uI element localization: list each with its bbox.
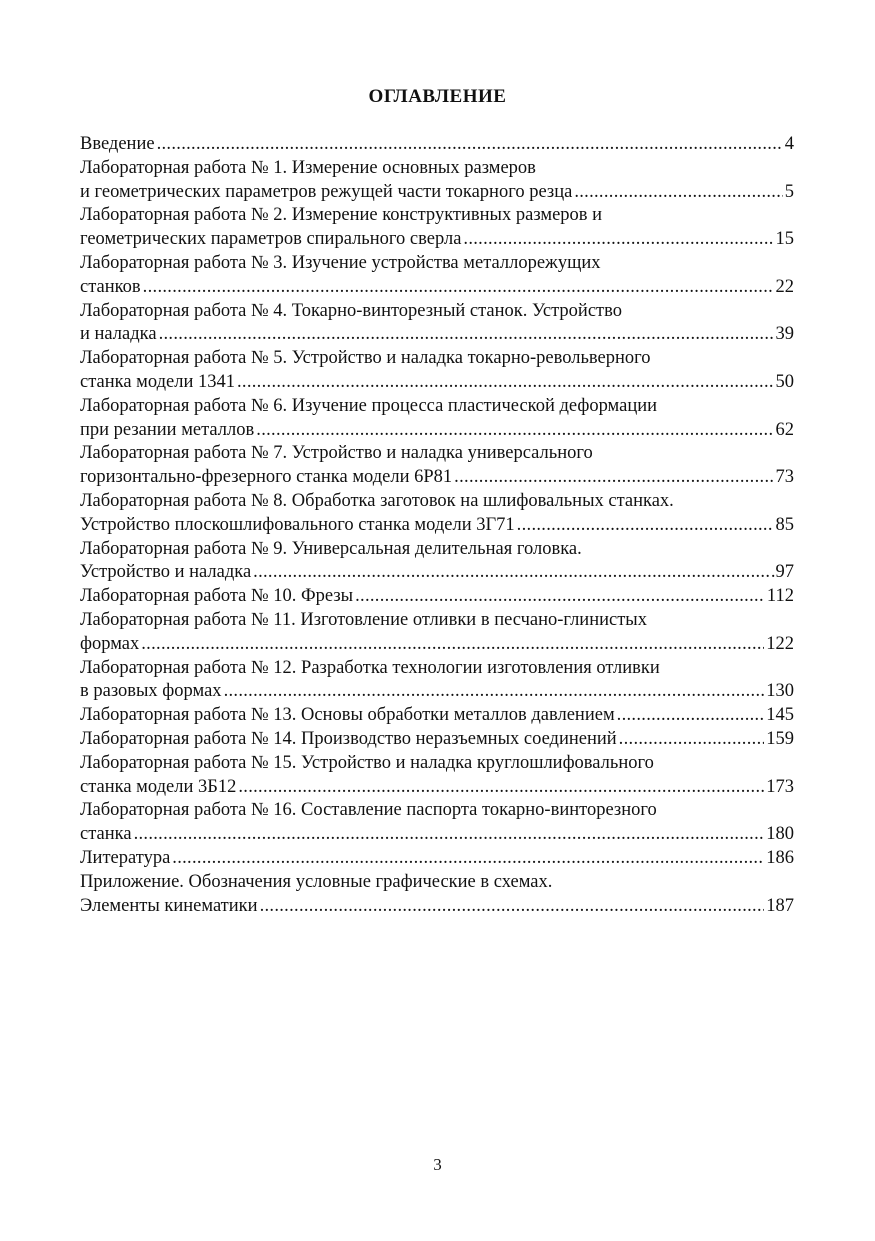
toc-entry-line: Лабораторная работа № 3. Изучение устройства металлорежущих <box>80 252 601 273</box>
toc-entry-text: Устройство и наладка <box>80 562 252 583</box>
toc-entry[interactable] <box>80 609 794 657</box>
toc-entry[interactable] <box>80 752 794 800</box>
dot-leader <box>238 776 764 800</box>
toc-entry-last-line <box>80 133 794 157</box>
toc-entry-text: станка модели 3Б12 <box>80 776 237 797</box>
toc-entry[interactable] <box>80 538 794 586</box>
toc-entry[interactable] <box>80 300 794 348</box>
dot-leader <box>619 728 765 752</box>
toc-page-number: 39 <box>775 324 794 345</box>
toc-entry-text: и наладка <box>80 324 157 345</box>
toc-entry-text: геометрических параметров спирального сверла <box>80 229 462 250</box>
toc-entry-text: горизонтально-фрезерного станка модели 6Р81 <box>80 467 453 488</box>
toc-entry-text: Лабораторная работа № 10. Фрезы <box>80 586 354 607</box>
toc-entry-line: Лабораторная работа № 4. Токарно-винторезный станок. Устройство <box>80 300 622 321</box>
toc-entry-text: в разовых формах <box>80 681 222 702</box>
dot-leader <box>463 228 773 252</box>
toc-entry-line: Лабораторная работа № 5. Устройство и наладка токарно-револьверного <box>80 348 651 369</box>
toc-entry-line: Лабораторная работа № 15. Устройство и наладка круглошлифовального <box>80 752 654 773</box>
dot-leader <box>574 181 782 205</box>
toc-page-number: 122 <box>766 633 794 654</box>
toc-entry-text: Лабораторная работа № 13. Основы обработки металлов давлением <box>80 705 615 726</box>
toc-entry-last-line <box>80 728 794 752</box>
toc-entry-last-line <box>80 466 794 490</box>
toc-page-number: 62 <box>775 419 794 440</box>
toc-entry[interactable] <box>80 133 794 157</box>
toc-entry-last-line <box>80 847 794 871</box>
toc-page-number: 130 <box>766 681 794 702</box>
toc-page-number: 186 <box>766 847 794 868</box>
toc-page-number: 4 <box>784 134 794 154</box>
toc-entry-line: Лабораторная работа № 2. Измерение конструктивных размеров и <box>80 205 603 226</box>
toc-entry-last-line <box>80 680 794 704</box>
toc-entry-text: станка <box>80 824 132 845</box>
toc-entry-line: Лабораторная работа № 8. Обработка заготовок на шлифовальных станках. <box>80 490 674 511</box>
toc-entry[interactable] <box>80 704 794 728</box>
toc-entry[interactable] <box>80 490 794 538</box>
toc-entry[interactable] <box>80 871 794 919</box>
toc-page-number: 85 <box>775 514 794 535</box>
toc-page-number: 22 <box>775 276 794 297</box>
dot-leader <box>260 895 765 919</box>
toc-page-number: 145 <box>766 705 794 726</box>
dot-leader <box>253 561 769 585</box>
toc-entry-last-line <box>80 823 794 847</box>
toc-page-number: 5 <box>784 181 794 202</box>
toc-page-number: 50 <box>775 371 794 392</box>
toc-page-number: 112 <box>766 586 794 607</box>
toc-entry-last-line <box>80 776 794 800</box>
toc-entry[interactable] <box>80 585 794 609</box>
toc-entry-text: Введение <box>80 134 155 154</box>
toc-entry-last-line <box>80 419 794 443</box>
dot-leader <box>517 514 774 538</box>
toc-entry[interactable] <box>80 799 794 847</box>
toc-entry-last-line <box>80 323 794 347</box>
dot-leader <box>237 371 774 395</box>
toc-entry-last-line <box>80 704 794 728</box>
toc-entry-line: Лабораторная работа № 12. Разработка технологии изготовления отливки <box>80 657 660 678</box>
toc-page-number: 187 <box>766 895 794 916</box>
toc-entry[interactable] <box>80 657 794 705</box>
toc-entry-text: станков <box>80 276 141 297</box>
dot-leader <box>454 466 773 490</box>
toc-page-number: 180 <box>766 824 794 845</box>
dot-leader <box>157 133 783 157</box>
toc-entry-last-line <box>80 895 794 919</box>
page-number: 3 <box>433 1155 442 1174</box>
toc-entry-text: Элементы кинематики <box>80 895 258 916</box>
dot-leader <box>224 680 765 704</box>
toc-entry[interactable] <box>80 252 794 300</box>
dot-leader <box>141 633 764 657</box>
toc-entry[interactable] <box>80 442 794 490</box>
toc-entry[interactable] <box>80 347 794 395</box>
toc-entry-text: формах <box>80 633 140 654</box>
dot-leader <box>143 276 774 300</box>
dot-leader <box>256 419 773 443</box>
toc-page-number: 159 <box>766 728 794 749</box>
toc-entry[interactable] <box>80 157 794 205</box>
toc-entry-line: Лабораторная работа № 11. Изготовление отливки в песчано-глинистых <box>80 609 647 630</box>
toc-page-number: 15 <box>775 229 794 250</box>
toc-entry-line: Лабораторная работа № 16. Составление паспорта токарно-винторезного <box>80 800 657 821</box>
toc-page-number: .97 <box>770 562 794 583</box>
toc-entry-line: Лабораторная работа № 1. Измерение основных размеров <box>80 157 536 178</box>
toc-entry-text: Литература <box>80 847 171 868</box>
toc-page-number: 173 <box>766 776 794 797</box>
toc-entry-last-line <box>80 276 794 300</box>
dot-leader <box>617 704 765 728</box>
toc-page-number: 73 <box>775 467 794 488</box>
toc-entry-last-line <box>80 228 794 252</box>
toc-entry-text: станка модели 1341 <box>80 371 235 392</box>
toc-entry[interactable] <box>80 847 794 871</box>
toc-entry-line: Лабораторная работа № 9. Универсальная делительная головка. <box>80 538 582 559</box>
toc-entry-text: и геометрических параметров режущей части токарного резца <box>80 181 573 202</box>
toc-entry-last-line <box>80 585 794 609</box>
dot-leader <box>172 847 764 871</box>
toc-entry-last-line <box>80 371 794 395</box>
toc-entry[interactable] <box>80 204 794 252</box>
table-of-contents <box>80 133 794 918</box>
toc-entry[interactable] <box>80 728 794 752</box>
toc-entry-text: при резании металлов <box>80 419 255 440</box>
toc-entry-text: Устройство плоскошлифовального станка модели 3Г71 <box>80 514 515 535</box>
toc-entry-last-line <box>80 181 794 205</box>
toc-entry-line: Приложение. Обозначения условные графические в схемах. <box>80 871 553 892</box>
toc-entry-last-line <box>80 561 794 585</box>
toc-entry-last-line <box>80 633 794 657</box>
toc-title: ОГЛАВЛЕНИЕ <box>368 86 507 107</box>
toc-entry-last-line <box>80 514 794 538</box>
dot-leader <box>159 323 774 347</box>
dot-leader <box>355 585 765 609</box>
dot-leader <box>134 823 765 847</box>
toc-entry-line: Лабораторная работа № 7. Устройство и наладка универсального <box>80 443 593 464</box>
toc-entry-line: Лабораторная работа № 6. Изучение процесса пластической деформации <box>80 395 658 416</box>
toc-entry-text: Лабораторная работа № 14. Производство неразъемных соединений <box>80 728 617 749</box>
toc-entry[interactable] <box>80 395 794 443</box>
